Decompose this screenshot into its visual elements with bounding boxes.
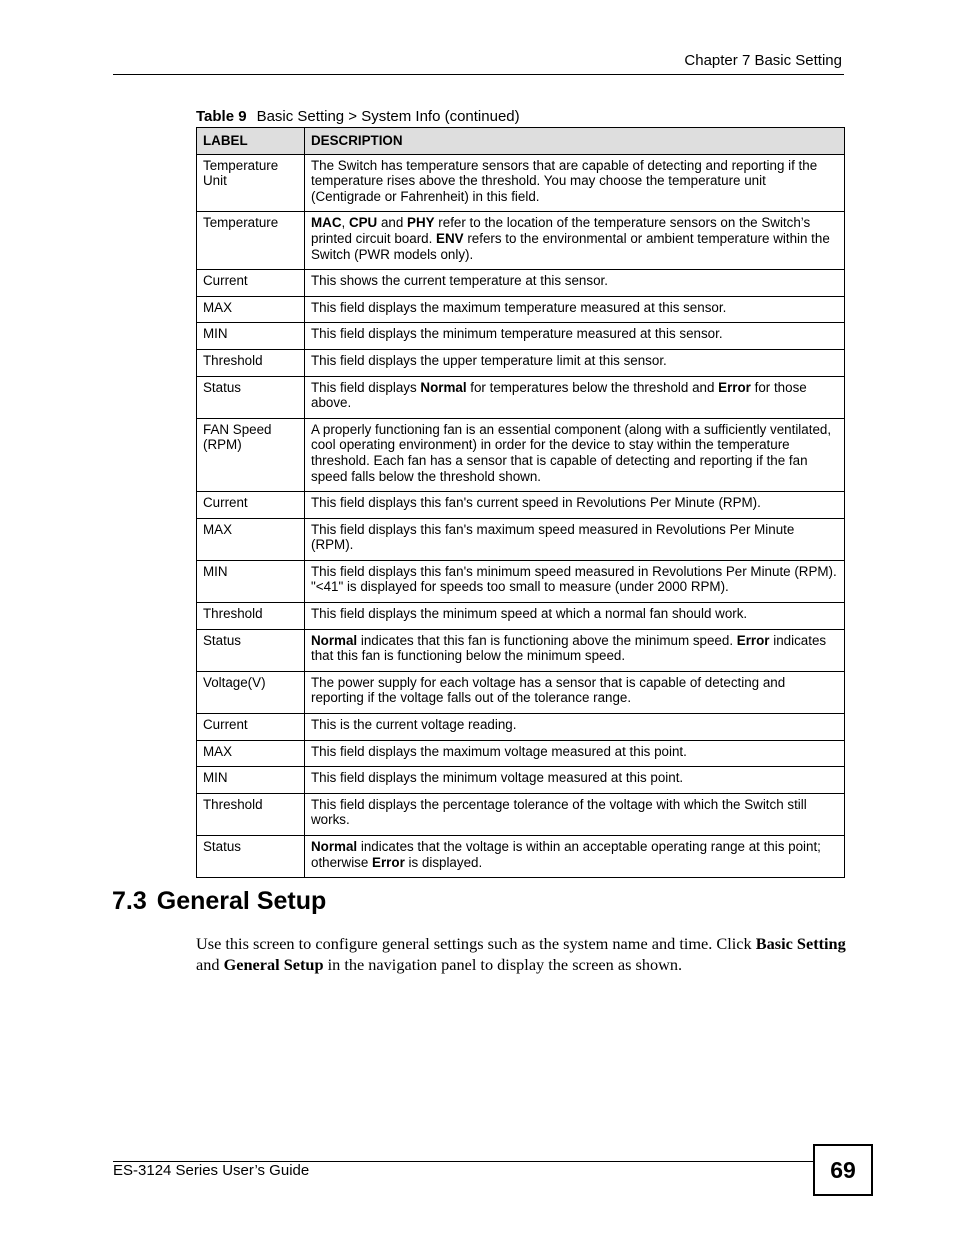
row-description: This field displays the minimum speed at which a normal fan should work. [305,603,845,630]
row-label: Current [197,714,305,741]
row-description: This field displays the minimum voltage measured at this point. [305,767,845,794]
row-label: Threshold [197,793,305,835]
row-label: Voltage(V) [197,671,305,713]
row-label: Current [197,492,305,519]
row-description: This field displays this fan's minimum speed measured in Revolutions Per Minute (RPM). "<41" is displayed for speeds too small to measure (under 2000 RPM). [305,560,845,602]
table-row [197,560,845,602]
row-description: This field displays this fan's maximum speed measured in Revolutions Per Minute (RPM). [305,518,845,560]
table-caption [196,108,520,125]
section-intro: Use this screen to configure general settings such as the system name and time. Click Basic Setting and General Setup in the navigation panel to display the screen as shown. [196,934,846,974]
row-description: This field displays this fan's current speed in Revolutions Per Minute (RPM). [305,492,845,519]
row-label: Threshold [197,603,305,630]
row-label: Status [197,629,305,671]
guide-title: ES-3124 Series User’s Guide [113,1162,310,1179]
table-row [197,714,845,741]
row-description: A properly functioning fan is an essential component (along with a sufficiently ventilated, cool operating environment) in order for the device to stay within the temperature threshold. Each fan has a sensor that is capable of detecting and reporting if the fan speed falls below the threshold shown. [305,418,845,491]
table-row [197,376,845,418]
table-caption-text: Basic Setting > System Info (continued) [256,108,520,125]
row-description: This is the current voltage reading. [305,714,845,741]
table-row [197,154,845,212]
table-row [197,418,845,491]
row-label: MIN [197,560,305,602]
table-row [197,492,845,519]
row-label: Temperature [197,212,305,270]
row-description: The Switch has temperature sensors that are capable of detecting and reporting if the temperature rises above the threshold. You may choose the temperature unit (Centigrade or Fahrenheit) in this field. [305,154,845,212]
row-label: Threshold [197,349,305,376]
table-body [197,154,845,878]
system-info-table [196,127,845,878]
row-description: This field displays the percentage tolerance of the voltage with which the Switch still works. [305,793,845,835]
table-row [197,671,845,713]
row-description: Normal indicates that this fan is functioning above the minimum speed. Error indicates that this fan is functioning below the minimum speed. [305,629,845,671]
table-row [197,603,845,630]
row-description: MAC, CPU and PHY refer to the location of the temperature sensors on the Switch’s printed circuit board. ENV refers to the environmental or ambient temperature within the Switch (PWR models only). [305,212,845,270]
page-number: 69 [813,1144,873,1196]
table-caption-label: Table 9 [196,108,247,125]
row-label: MAX [197,740,305,767]
row-label: MAX [197,518,305,560]
row-label: MIN [197,767,305,794]
table-row [197,212,845,270]
row-description: This field displays the upper temperature limit at this sensor. [305,349,845,376]
row-description: Normal indicates that the voltage is within an acceptable operating range at this point; otherwise Error is displayed. [305,836,845,878]
table-row [197,296,845,323]
row-description: This field displays the minimum temperature measured at this sensor. [305,323,845,350]
table-row [197,767,845,794]
row-label: Current [197,270,305,297]
row-description: This shows the current temperature at this sensor. [305,270,845,297]
column-header-description: DESCRIPTION [305,128,845,155]
table-row [197,323,845,350]
row-label: FAN Speed (RPM) [197,418,305,491]
section-heading [112,887,336,916]
row-description: This field displays the maximum temperature measured at this sensor. [305,296,845,323]
table-row [197,629,845,671]
table-row [197,793,845,835]
table-row [197,740,845,767]
row-description: The power supply for each voltage has a sensor that is capable of detecting and reporting if the voltage falls out of the tolerance range. [305,671,845,713]
row-description: This field displays Normal for temperatures below the threshold and Error for those above. [305,376,845,418]
column-header-label: LABEL [197,128,305,155]
table-row [197,836,845,878]
row-label: Temperature Unit [197,154,305,212]
section-title: General Setup [156,887,327,915]
row-label: Status [197,836,305,878]
chapter-header: Chapter 7 Basic Setting [684,52,842,69]
row-description: This field displays the maximum voltage measured at this point. [305,740,845,767]
table-row [197,349,845,376]
row-label: Status [197,376,305,418]
table-row [197,518,845,560]
section-number: 7.3 [112,887,147,915]
header-rule [113,74,844,75]
row-label: MAX [197,296,305,323]
row-label: MIN [197,323,305,350]
table-header-row [197,128,845,155]
table-row [197,270,845,297]
